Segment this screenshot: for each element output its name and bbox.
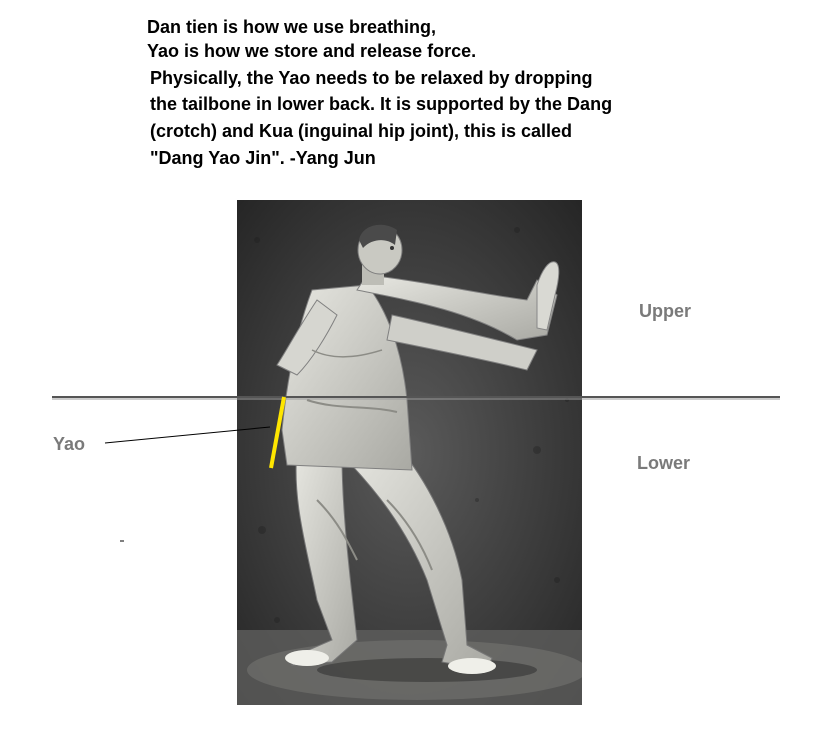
- quote-line-2: Yao is how we store and release force.: [147, 41, 477, 61]
- quote-line-4: the tailbone in lower back. It is supported by the Dang: [150, 94, 613, 114]
- yao-label: Yao: [53, 434, 86, 454]
- tai-chi-figure-illustration: [237, 200, 582, 705]
- quote-line-1: Dan tien is how we use breathing,: [147, 17, 437, 37]
- quote-line-5: (crotch) and Kua (inguinal hip joint), this is called: [150, 121, 573, 141]
- lower-label: Lower: [637, 453, 691, 473]
- quote-line-3: Physically, the Yao needs to be relaxed by dropping: [150, 68, 593, 88]
- quote-block: [0, 0, 835, 180]
- quote-line-6: "Dang Yao Jin". -Yang Jun: [150, 148, 376, 168]
- tai-chi-photo: [237, 200, 582, 705]
- upper-label: Upper: [639, 301, 692, 321]
